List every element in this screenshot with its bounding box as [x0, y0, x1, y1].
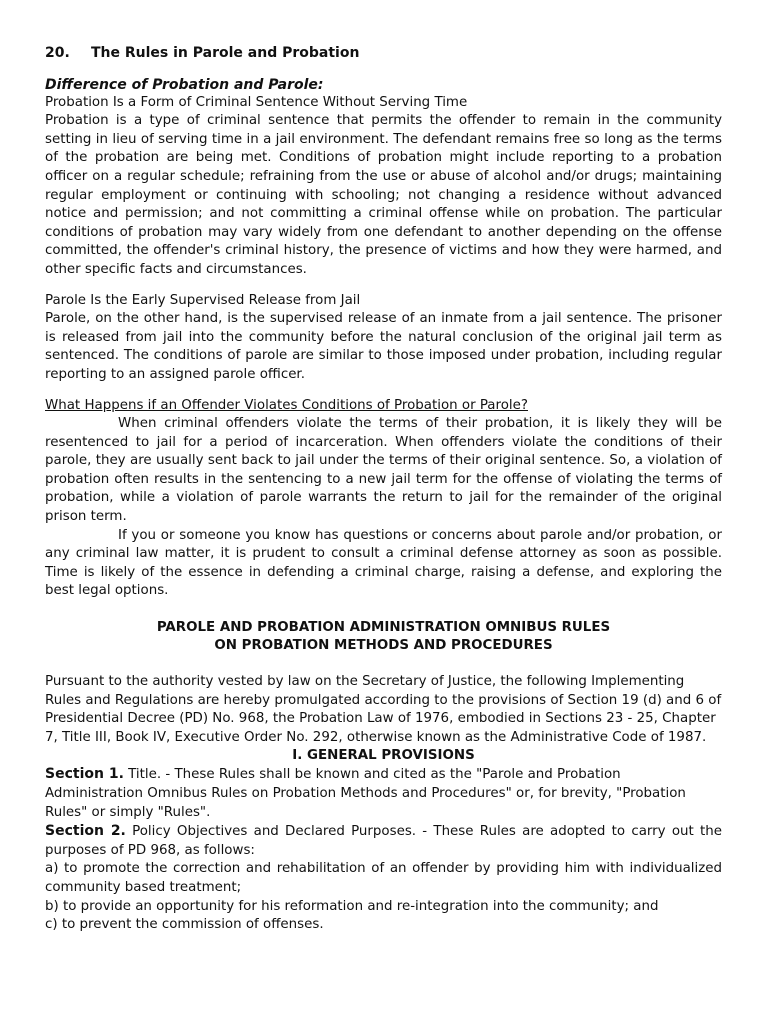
section-2-text: Policy Objectives and Declared Purposes. - These Rules are adopted to carry out the purposes of PD 968, as follows: — [45, 824, 723, 858]
omnibus-title-line-2: ON PROBATION METHODS AND PROCEDURES — [214, 638, 553, 654]
general-provisions-title: I. GENERAL PROVISIONS — [292, 748, 475, 764]
parole-subtitle: Parole Is the Early Supervised Release from Jail — [45, 292, 361, 308]
section-heading — [45, 44, 722, 63]
parole-paragraph: Parole, on the other hand, is the supervised release of an inmate from a jail sentence. The prisoner is released from jail into the community before the natural conclusion of the original jail term as sentenced. The conditions of parole are similar to those imposed under probation, including regular reporting to an assigned parole officer. — [45, 311, 722, 382]
violation-paragraph-1: When criminal offenders violate the terms of their probation, it is likely they will be resentenced to jail for a period of incarceration. When offenders violate the conditions of their parole, they are usually sent back to jail under the terms of their original sentence. So, a violation of probation often results in the sentencing to a new jail term for the offense of violating the terms of probation, while a violation of parole warrants the return to jail for the remainder of the original prison term. — [45, 416, 722, 525]
document-page — [45, 44, 722, 935]
section-1 — [45, 765, 722, 822]
section-1-label: Section 1. — [45, 766, 124, 783]
section-2-label: Section 2. — [45, 823, 126, 840]
section-1-text: Title. - These Rules shall be known and cited as the "Parole and Probation Administration Omnibus Rules on Probation Methods and Procedures" or, for brevity, "Probation Rules" or simply "Rules". — [45, 767, 686, 820]
section-title: The Rules in Parole and Probation — [91, 45, 360, 61]
probation-subtitle: Probation Is a Form of Criminal Sentence Without Serving Time — [45, 94, 468, 110]
omnibus-preamble: Pursuant to the authority vested by law on the Secretary of Justice, the following Implementing Rules and Regulations are hereby promulgated according to the provisions of Section 19 (d) and 6 of Presidential Decree (PD) No. 968, the Probation Law of 1976, embodied in Sections 23 - 25, Chapter 7, Title III, Book IV, Executive Order No. 292, otherwise known as the Administrative Code of 1987. — [45, 674, 722, 745]
section-2 — [45, 822, 722, 860]
probation-paragraph: Probation is a type of criminal sentence that permits the offender to remain in the community setting in lieu of serving time in a jail environment. The defendant remains free so long as the terms of the probation are being met. Conditions of probation might include reporting to a probation officer on a regular schedule; refraining from the use or abuse of alcohol and/or drugs; maintaining regular employment or continuing with schooling; not changing a residence without advanced notice and permission; and not committing a criminal offense while on probation. The particular conditions of probation may vary widely from one defendant to another depending on the offense committed, the offender's criminal history, the presence of victims and how they were harmed, and other specific facts and circumstances. — [45, 113, 722, 277]
section-2-item-c: c) to prevent the commission of offenses. — [45, 917, 324, 933]
section-number: 20. — [45, 45, 70, 61]
violation-paragraph-2: If you or someone you know has questions or concerns about parole and/or probation, or any criminal law matter, it is prudent to consult a criminal defense attorney as soon as possible. Time is likely of the essence in defending a criminal charge, raising a defense, and exploring the best legal options. — [45, 527, 722, 599]
violation-title: What Happens if an Offender Violates Conditions of Probation or Parole? — [45, 397, 528, 413]
omnibus-title-line-1: PAROLE AND PROBATION ADMINISTRATION OMNIBUS RULES — [156, 620, 611, 636]
section-2-item-b: b) to provide an opportunity for his reformation and re-integration into the community; and — [45, 898, 659, 914]
section-2-item-a: a) to promote the correction and rehabilitation of an offender by providing him with individualized community based treatment; — [45, 861, 722, 895]
difference-title: Difference of Probation and Parole: — [45, 76, 324, 93]
